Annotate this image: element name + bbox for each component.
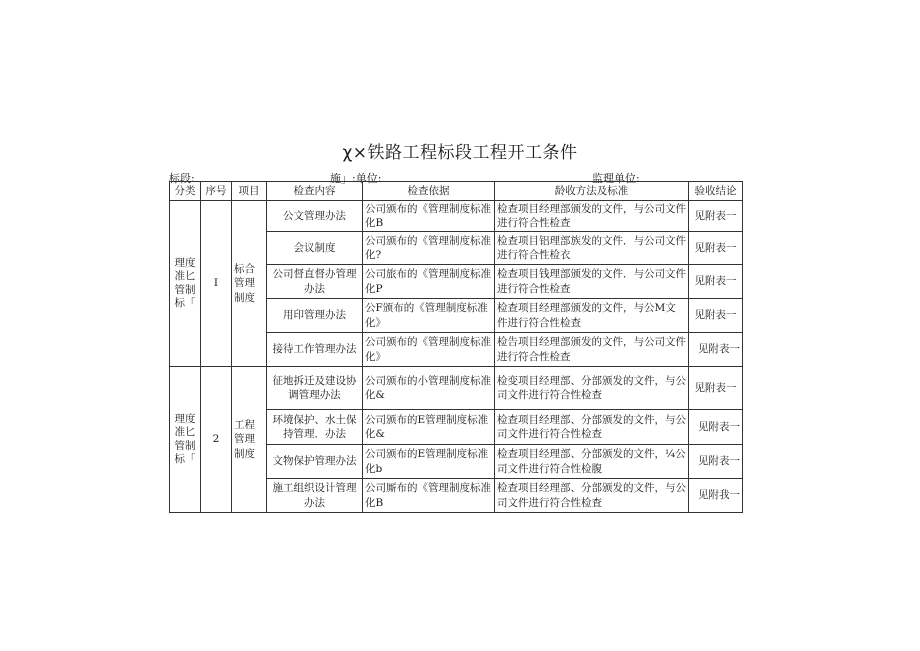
check-basis-cell: 公司颁布的小管理制度标准化& — [363, 367, 495, 410]
document-title: χ×铁路工程标段工程开工条件 — [342, 143, 578, 163]
check-basis-cell: 公司颁布的E管理制度标准化b — [363, 445, 495, 479]
acceptance-method-cell: 检查项目铝理部族发的文件．与公司文件进行符合性检衣 — [495, 232, 689, 265]
check-basis-cell: 公司厮布的《管理制度标准化B — [363, 479, 495, 513]
column-header: 龄收方法及标准 — [495, 182, 689, 201]
project-cell: 工程管理制度 — [232, 367, 267, 513]
check-basis-cell: 公司旅布的《管理制度标准化P — [363, 265, 495, 299]
check-basis-cell: 公司颁布的《管理制度标准化B — [363, 201, 495, 232]
column-header: 序号 — [201, 182, 232, 201]
conclusion-cell: 见附表一 — [689, 367, 743, 410]
check-basis-cell: 公司颁布的《管理制度标准化》 — [363, 333, 495, 367]
check-content-cell: 施工组织设计管理办法 — [267, 479, 363, 513]
check-content-cell: 用印管理办法 — [267, 299, 363, 333]
check-content-cell: 征地拆迁及建设协调管理办法 — [267, 367, 363, 410]
acceptance-method-cell: 检查项目钱理部颁发的文件．与公司文件进行符合性检查 — [495, 265, 689, 299]
project-cell: 标合管理制度 — [232, 201, 267, 367]
sequence-cell: 2 — [201, 367, 232, 513]
acceptance-method-cell: 检变项目经理部、分部颁发的文件，与公司文件进行符合性检查 — [495, 367, 689, 410]
conclusion-cell: 见附表一 — [689, 333, 743, 367]
check-basis-cell: 公F颁布的《管理制度标准化》 — [363, 299, 495, 333]
table-row — [170, 367, 743, 410]
acceptance-method-cell: 检查项目经理部颁发的文件，与公M文件进行符合性检查 — [495, 299, 689, 333]
conclusion-cell: 见附表一 — [689, 201, 743, 232]
header-row — [170, 182, 743, 201]
column-header: 检查内容 — [267, 182, 363, 201]
supervisor-label: 监理单位: — [592, 172, 640, 185]
acceptance-method-cell: 检查项目经理部、分部颁发的文件，¼公司文件进行符合性检腹 — [495, 445, 689, 479]
contractor-label: 施」:单位: — [330, 172, 382, 185]
conclusion-cell: 见附表一 — [689, 445, 743, 479]
acceptance-method-cell: 检告项目经理部颁发的文件，与公司文件进行符合性检查 — [495, 333, 689, 367]
category-cell: 理度准匕管制标「 — [170, 201, 201, 367]
conclusion-cell: 见附我一 — [689, 479, 743, 513]
acceptance-method-cell: 检查项目经理部颁发的文件，与公司文件进行符合性检查 — [495, 201, 689, 232]
column-header: 项目 — [232, 182, 267, 201]
acceptance-method-cell: 检查项目经理部、分部颁发的文件，与公司文件进行符合性检查 — [495, 410, 689, 445]
conclusion-cell: 见附表一 — [689, 232, 743, 265]
check-content-cell: 环境保护、水土保持管理．办法 — [267, 410, 363, 445]
check-basis-cell: 公司颁布的《管理制度标准化? — [363, 232, 495, 265]
conclusion-cell: 见附表一 — [689, 299, 743, 333]
category-cell: 理度准匕管制标「 — [170, 367, 201, 513]
section-label: 标段: — [169, 172, 195, 185]
check-content-cell: 公司督直督办管理办法 — [267, 265, 363, 299]
conclusion-cell: 见附表一 — [689, 410, 743, 445]
column-header: 分类 — [170, 182, 201, 201]
table-row — [170, 201, 743, 232]
check-content-cell: 接待工作管理办法 — [267, 333, 363, 367]
check-content-cell: 文物保护管理办法 — [267, 445, 363, 479]
sequence-cell: I — [201, 201, 232, 367]
inspection-table — [169, 181, 743, 513]
check-basis-cell: 公司颁布的E管理制度标准化& — [363, 410, 495, 445]
column-header: 验收结论 — [689, 182, 743, 201]
acceptance-method-cell: 检查项目经理部、分部颁发的文件，与公司文件进行符合性检査 — [495, 479, 689, 513]
conclusion-cell: 见附表一 — [689, 265, 743, 299]
check-content-cell: 公文管理办法 — [267, 201, 363, 232]
check-content-cell: 会议制度 — [267, 232, 363, 265]
column-header: 检查依据 — [363, 182, 495, 201]
